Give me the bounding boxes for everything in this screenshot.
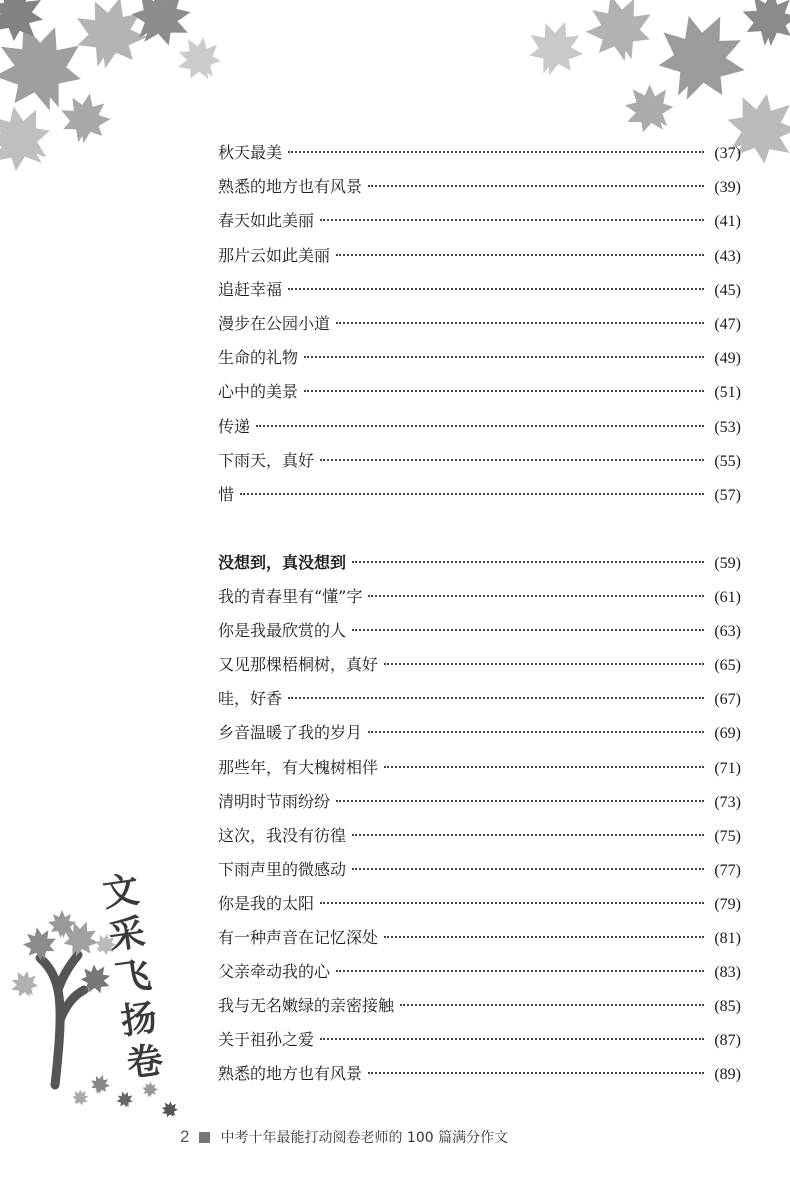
toc-entry-page: (79): [714, 895, 741, 913]
toc-entry[interactable]: [218, 751, 741, 785]
toc-entry[interactable]: [218, 478, 741, 512]
dot-leader: [288, 151, 704, 153]
toc-entry[interactable]: [218, 1023, 741, 1057]
toc-entry-page: (63): [714, 623, 741, 641]
dot-leader: [336, 254, 704, 256]
toc-entry-title: 你是我的太阳: [218, 893, 315, 913]
toc-entry[interactable]: [218, 546, 741, 580]
dot-leader: [352, 834, 704, 836]
toc-entry-title: 我与无名嫩绿的亲密接触: [218, 996, 395, 1016]
dot-leader: [384, 766, 704, 768]
toc-entry-page: (83): [714, 964, 741, 982]
toc-entry[interactable]: [218, 444, 741, 478]
dot-leader: [240, 493, 704, 495]
toc-entry[interactable]: [218, 853, 741, 887]
toc-entry-title: 春天如此美丽: [218, 211, 315, 231]
toc-entry-page: (67): [714, 691, 741, 709]
dot-leader: [336, 970, 704, 972]
toc-entry-title: 下雨天，真好: [218, 450, 315, 470]
toc-entry-page: (75): [714, 827, 741, 845]
toc-entry-title: 乡音温暖了我的岁月: [218, 723, 363, 743]
toc-entry[interactable]: [218, 341, 741, 375]
toc-entry[interactable]: [218, 204, 741, 238]
page-footer: [180, 1127, 508, 1147]
toc-entry-page: (49): [714, 350, 741, 368]
toc-entry-title: 没想到，真没想到: [218, 553, 347, 572]
toc-entry-page: (85): [714, 998, 741, 1016]
dot-leader: [352, 629, 704, 631]
toc-entry[interactable]: [218, 819, 741, 853]
toc-entry[interactable]: [218, 239, 741, 273]
toc-entry-title: 传递: [218, 416, 251, 436]
toc-entry-page: (71): [714, 759, 741, 777]
dot-leader: [368, 1072, 704, 1074]
toc-entry-page: (81): [714, 930, 741, 948]
toc-entry[interactable]: [218, 170, 741, 204]
toc-entry-page: (89): [714, 1066, 741, 1084]
toc-entry[interactable]: [218, 716, 741, 750]
dot-leader: [352, 561, 704, 563]
toc-entry[interactable]: [218, 307, 741, 341]
square-bullet-icon: [199, 1132, 210, 1143]
calligraphy-title: 文采飞扬卷: [100, 868, 166, 1086]
toc-entry-page: (55): [714, 452, 741, 470]
toc-entry-title: 你是我最欣赏的人: [218, 621, 347, 641]
toc-entry-page: (87): [714, 1032, 741, 1050]
toc-entry-title: 那些年，有大槐树相伴: [218, 757, 379, 777]
dot-leader: [368, 731, 704, 733]
toc-entry-page: (73): [714, 793, 741, 811]
toc-entry-page: (59): [714, 555, 741, 572]
toc-entry-page: (69): [714, 725, 741, 743]
dot-leader: [368, 595, 704, 597]
dot-leader: [320, 219, 704, 221]
toc-entry-page: (45): [714, 281, 741, 299]
toc-entry-title: 又见那棵梧桐树，真好: [218, 655, 379, 675]
dot-leader: [368, 185, 704, 187]
toc-entry[interactable]: [218, 375, 741, 409]
toc-entry-title: 我的青春里有“懂”字: [218, 587, 363, 607]
dot-leader: [320, 1038, 704, 1040]
dot-leader: [336, 800, 704, 802]
toc-entry-title: 父亲牵动我的心: [218, 962, 331, 982]
toc-section-a: [218, 136, 741, 512]
toc-entry-title: 生命的礼物: [218, 348, 299, 368]
toc-entry-title: 心中的美景: [218, 382, 299, 402]
toc-entry[interactable]: [218, 614, 741, 648]
toc-entry-page: (37): [714, 145, 741, 162]
dot-leader: [384, 663, 704, 665]
toc-entry-title: 那片云如此美丽: [218, 245, 331, 265]
toc-entry-title: 惜: [218, 484, 235, 504]
toc-entry[interactable]: [218, 989, 741, 1023]
toc-entry-title: 下雨声里的微感动: [218, 859, 347, 879]
toc-entry-page: (51): [714, 384, 741, 402]
toc-entry-page: (65): [714, 657, 741, 675]
dot-leader: [288, 697, 704, 699]
toc-entry-title: 清明时节雨纷纷: [218, 791, 331, 811]
toc-entry-page: (39): [714, 179, 741, 197]
toc-entry-page: (53): [714, 418, 741, 436]
toc-entry-page: (77): [714, 861, 741, 879]
toc-entry[interactable]: [218, 887, 741, 921]
toc-entry[interactable]: [218, 136, 741, 170]
toc-entry-title: 熟悉的地方也有风景: [218, 1064, 363, 1084]
toc-entry-title: 漫步在公园小道: [218, 313, 331, 333]
page-number: 2: [180, 1127, 190, 1146]
toc-entry[interactable]: [218, 955, 741, 989]
toc-entry[interactable]: [218, 1057, 741, 1091]
dot-leader: [320, 459, 704, 461]
dot-leader: [304, 356, 704, 358]
toc-entry-title: 关于祖孙之爱: [218, 1030, 315, 1050]
toc-entry-title: 秋天最美: [218, 143, 283, 162]
book-title: 中考十年最能打动阅卷老师的 100 篇满分作文: [220, 1130, 509, 1146]
toc-entry-title: 有一种声音在记忆深处: [218, 928, 379, 948]
dot-leader: [320, 902, 704, 904]
toc-entry-title: 哇，好香: [218, 689, 283, 709]
dot-leader: [288, 288, 704, 290]
dot-leader: [304, 390, 704, 392]
toc-entry-page: (61): [714, 589, 741, 607]
toc-entry-page: (47): [714, 315, 741, 333]
toc-entry-page: (43): [714, 247, 741, 265]
toc-entry[interactable]: [218, 273, 741, 307]
dot-leader: [352, 868, 704, 870]
dot-leader: [336, 322, 704, 324]
toc-entry[interactable]: [218, 648, 741, 682]
top-left-leaves-icon: [0, 0, 230, 186]
toc-entry-page: (57): [714, 486, 741, 504]
toc-entry[interactable]: [218, 410, 741, 444]
toc-entry[interactable]: [218, 921, 741, 955]
toc-section-b: [218, 546, 741, 1092]
toc-entry[interactable]: [218, 785, 741, 819]
toc-entry-title: 追赶幸福: [218, 279, 283, 299]
dot-leader: [256, 425, 704, 427]
dot-leader: [384, 936, 704, 938]
toc-entry[interactable]: [218, 580, 741, 614]
toc-entry-title: 熟悉的地方也有风景: [218, 177, 363, 197]
dot-leader: [400, 1004, 704, 1006]
toc-entry[interactable]: [218, 682, 741, 716]
toc-entry-page: (41): [714, 213, 741, 231]
toc-entry-title: 这次，我没有彷徨: [218, 825, 347, 845]
